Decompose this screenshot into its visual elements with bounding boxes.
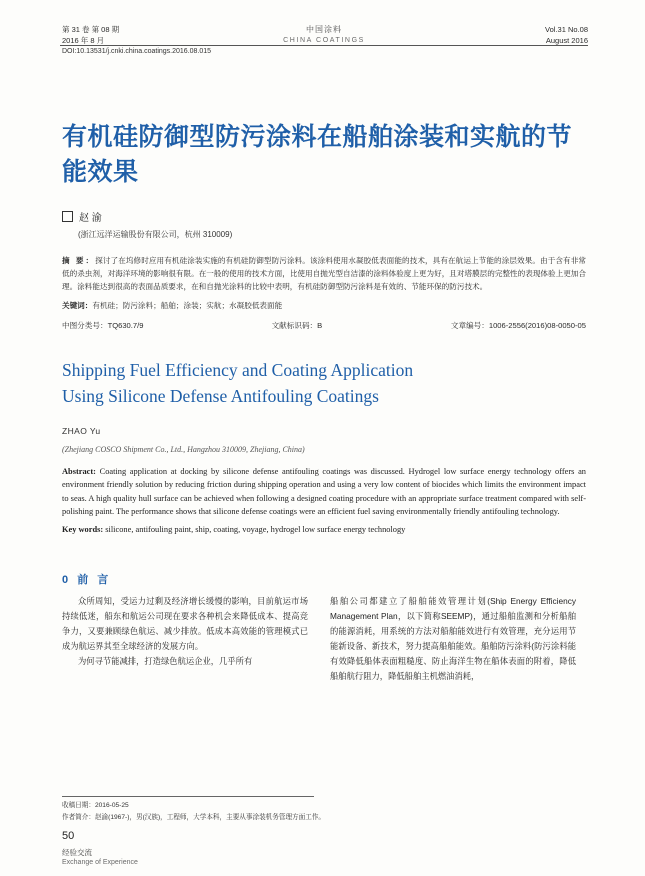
abstract-en [56,465,592,519]
journal-name-en: CHINA COATINGS [283,37,365,44]
issue-date-cn: 2016 年 8 月 [62,36,105,46]
keywords-label-cn: 关键词： [62,301,93,311]
author-bio-text: 赵渝(1967-)，男(汉族)，工程师，大学本科，主要从事涂装机务管理方面工作。 [94,813,326,821]
clc-value: TQ630.7/9 [107,321,144,331]
abstract-text-en: Coating application at docking by silicone defense antifouling coatings was discussed. Hydrogel low surface energy technology offers an environment friendly solution by reducing friction during shipping operation and using a very low content of biocides which limits the environment impact to seas. A high quality hull surface can be achieved when following a designed coating procedure with an appropriate surface treatment compared with self-polishing paint. The performance shows that silicone defense coatings were an efficient fuel saving environmentally friendly antifouling technology. [62,466,586,517]
received-label: 收稿日期： [62,802,95,809]
author-name-cn: 赵 渝 [79,213,102,224]
footer-brand-en: Exchange of Experience [62,859,138,867]
issue-date-en: August 2016 [545,36,588,46]
clc-group [62,320,272,331]
article-id-group [418,320,586,331]
doc-code-value: B [317,321,323,331]
paragraph: 为何寻节能减排，打造绿色航运企业，几乎所有 [78,656,253,667]
keywords-text-en: silicone, antifouling paint, ship, coating, voyage, hydrogel low surface energy technology [103,525,406,535]
keywords-en [56,523,592,537]
article-id-value: 1006-2556(2016)08-0050-05 [488,321,586,331]
classification-row [56,320,592,331]
section-heading [56,571,592,587]
journal-name-cn: 中国涂料 [306,25,342,34]
article-id-label: 文章编号： [450,321,489,331]
clc-label: 中图分类号： [62,321,108,331]
affiliation-cn: (浙江远洋运输股份有限公司，杭州 310009) [78,230,233,239]
affiliation-en: (Zhejiang COSCO Shipment Co., Ltd., Hangzhou 310009, Zhejiang, China) [62,444,305,454]
running-head [56,24,592,68]
section-title: 前 言 [77,573,112,586]
paragraph: 船舶公司都建立了船舶能效管理计划(Ship Energy Efficiency Management Plan，以下简称SEEMP)，通过船舶监测和分析船舶的能源消耗，用系统的方法对船舶能效进行有效管理，充分运用节能新设备、新技术，努力提高船舶能效。船舶防污涂料(防污涂料能有效降低船体表面粗糙度、防止海洋生物在船体表面的附着，降低船舶航行阻力，降低船舶主机燃油消耗， [330,595,576,682]
section-number: 0 [62,573,72,586]
body-column-left [62,594,308,685]
title-en-line2: Using Silicone Defense Antifouling Coatings [62,386,379,407]
abstract-text-cn: 探讨了在坞修时应用有机硅涂装实施的有机硅防御型防污涂料。该涂料使用水凝胶低表面能的技术，具有在航运上节能的涂层效果。由于含有非常低的杀虫剂，对海洋环境的影响很有限。在一般的使用的技术方面，比使用自抛光型自洁漆的涂料体验度上更为好，且对塔膜层的完整性的表现体验上更加合理。涂料能达到很高的表面品质要求，在和自抛光涂料的比较中表明，有机硅防御型防污涂料是有效的、节能环保的防污技术。 [62,256,586,292]
page-title-cn: 有机硅防御型防污涂料在船舶涂装和实航的节能效果 [62,123,573,186]
page-number: 50 [62,830,75,842]
received-date: 2016-05-25 [94,802,129,809]
abstract-label-cn: 摘 要： [62,256,96,265]
author-cn [56,209,592,224]
paragraph: 众所周知，受运力过剩及经济增长缓慢的影响，目前航运市场持续低迷，船东和航运公司现在要求各种机会来降低成本、提高竞争力，又要兼顾绿色航运、减少排放。低成本高效能的管理模式已成为航运界其至全球经济的发展方向。 [62,595,308,651]
author-bio-line [62,812,422,824]
header-divider [60,45,588,46]
author-marker-icon [62,211,73,222]
running-head-center [56,24,592,47]
doc-code-group [272,320,419,331]
title-en-line1: Shipping Fuel Efficiency and Coating Application [62,360,414,381]
body-column-right [330,594,576,685]
volume-issue-en: Vol.31 No.08 [545,25,588,34]
footer-section-brand [62,848,138,868]
received-date-line [62,800,422,812]
doi-line: DOI:10.13531/j.cnki.china.coatings.2016.08.015 [62,48,212,55]
keywords-label-en: Key words: [62,525,104,535]
page-title-en [56,357,592,410]
author-en: ZHAO Yu [62,425,101,436]
body-columns [56,594,592,685]
footer-divider [62,796,314,797]
author-bio-label: 作者简介： [62,813,95,821]
volume-issue: 第 31 卷 第 08 期 [62,25,120,34]
keywords-text-cn: 有机硅；防污涂料；船舶；涂装；实航；水凝胶低表面能 [92,301,283,311]
keywords-cn [56,300,592,311]
running-head-right [545,24,588,47]
page-content-area [56,24,592,867]
abstract-cn [56,254,592,293]
doc-code-label: 文献标识码： [271,321,318,331]
footer-brand-cn: 经验交流 [62,848,92,857]
abstract-label-en: Abstract: [62,466,96,476]
footer-notes [62,800,422,823]
